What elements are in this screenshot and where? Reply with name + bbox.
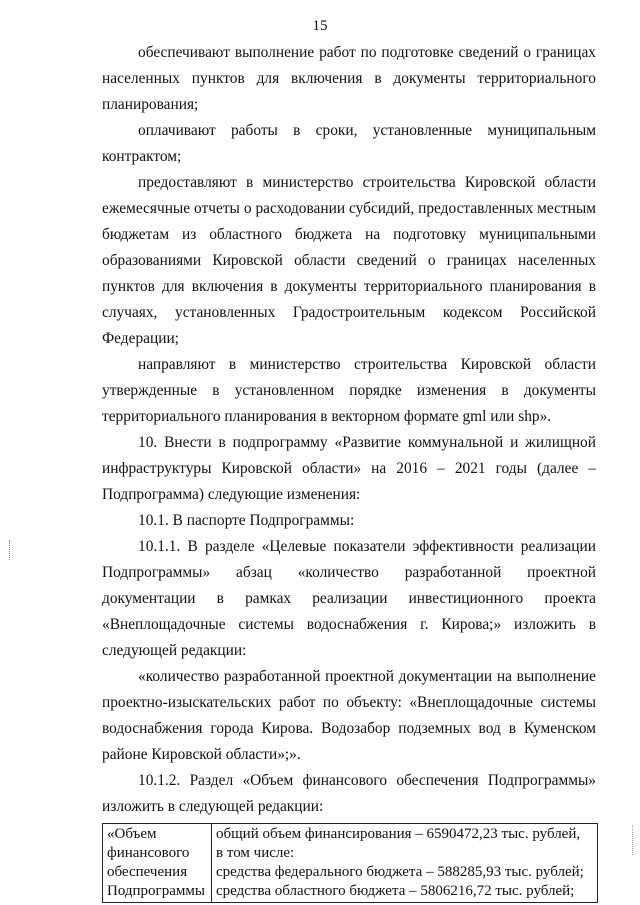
table-line: средства областного бюджета – 5806216,72 тыс. рублей; [216, 883, 575, 899]
table-value-cell [212, 824, 598, 903]
table-row [103, 824, 598, 903]
table-label-cell: «Объем финансового обеспечения Подпрограммы [103, 824, 212, 903]
paragraph: 10. Внести в подпрограмму «Развитие коммунальной и жилищной инфраструктуры Кировской области» на 2016 – 2021 годы (далее – Подпрограмма) следующие изменения: [102, 434, 596, 503]
paragraph: предоставляют в министерство строительства Кировской области ежемесячные отчеты о расходовании субсидий, предоставленных местным бюджетам из областного бюджета на подготовку муниципальными образованиями Кировской области сведений о границах населенных пунктов для включения в документы территориального планирования в случаях, установленных Градостроительным кодексом Российской Федерации; [102, 174, 596, 347]
page-number: 15 [312, 18, 328, 34]
scan-edge-mark [9, 540, 11, 560]
paragraph: 10.1.2. Раздел «Объем финансового обеспечения Подпрограммы» изложить в следующей редакции: [102, 772, 596, 815]
scan-edge-mark [632, 825, 634, 855]
financing-table [102, 823, 598, 903]
paragraph: 10.1.1. В разделе «Целевые показатели эффективности реализации Подпрограммы» абзац «количество разработанной проектной документации в рамках реализации инвестиционного проекта «Внеплощадочные системы водоснабжения г. Кирова;» изложить в следующей редакции: [102, 538, 596, 659]
document-body [102, 40, 596, 903]
paragraph: обеспечивают выполнение работ по подготовке сведений о границах населенных пунктов для включения в документы территориального планирования; [102, 44, 596, 113]
paragraph: 10.1. В паспорте Подпрограммы: [138, 512, 355, 529]
table-line: в том числе: [216, 845, 295, 861]
table-line: средства федерального бюджета – 588285,93 тыс. рублей; [216, 864, 584, 880]
paragraph: оплачивают работы в сроки, установленные муниципальным контрактом; [102, 122, 596, 165]
paragraph: направляют в министерство строительства Кировской области утвержденные в установленном порядке изменения в документы территориального планирования в векторном формате gml или shp». [102, 356, 596, 425]
paragraph: «количество разработанной проектной документации на выполнение проектно-изыскательских работ по объекту: «Внеплощадочные системы водоснабжения города Кирова. Водозабор подземных вод в Куменском районе Кировской области»;». [102, 668, 596, 763]
table-line: общий объем финансирования – 6590472,23 тыс. рублей, [216, 826, 581, 842]
